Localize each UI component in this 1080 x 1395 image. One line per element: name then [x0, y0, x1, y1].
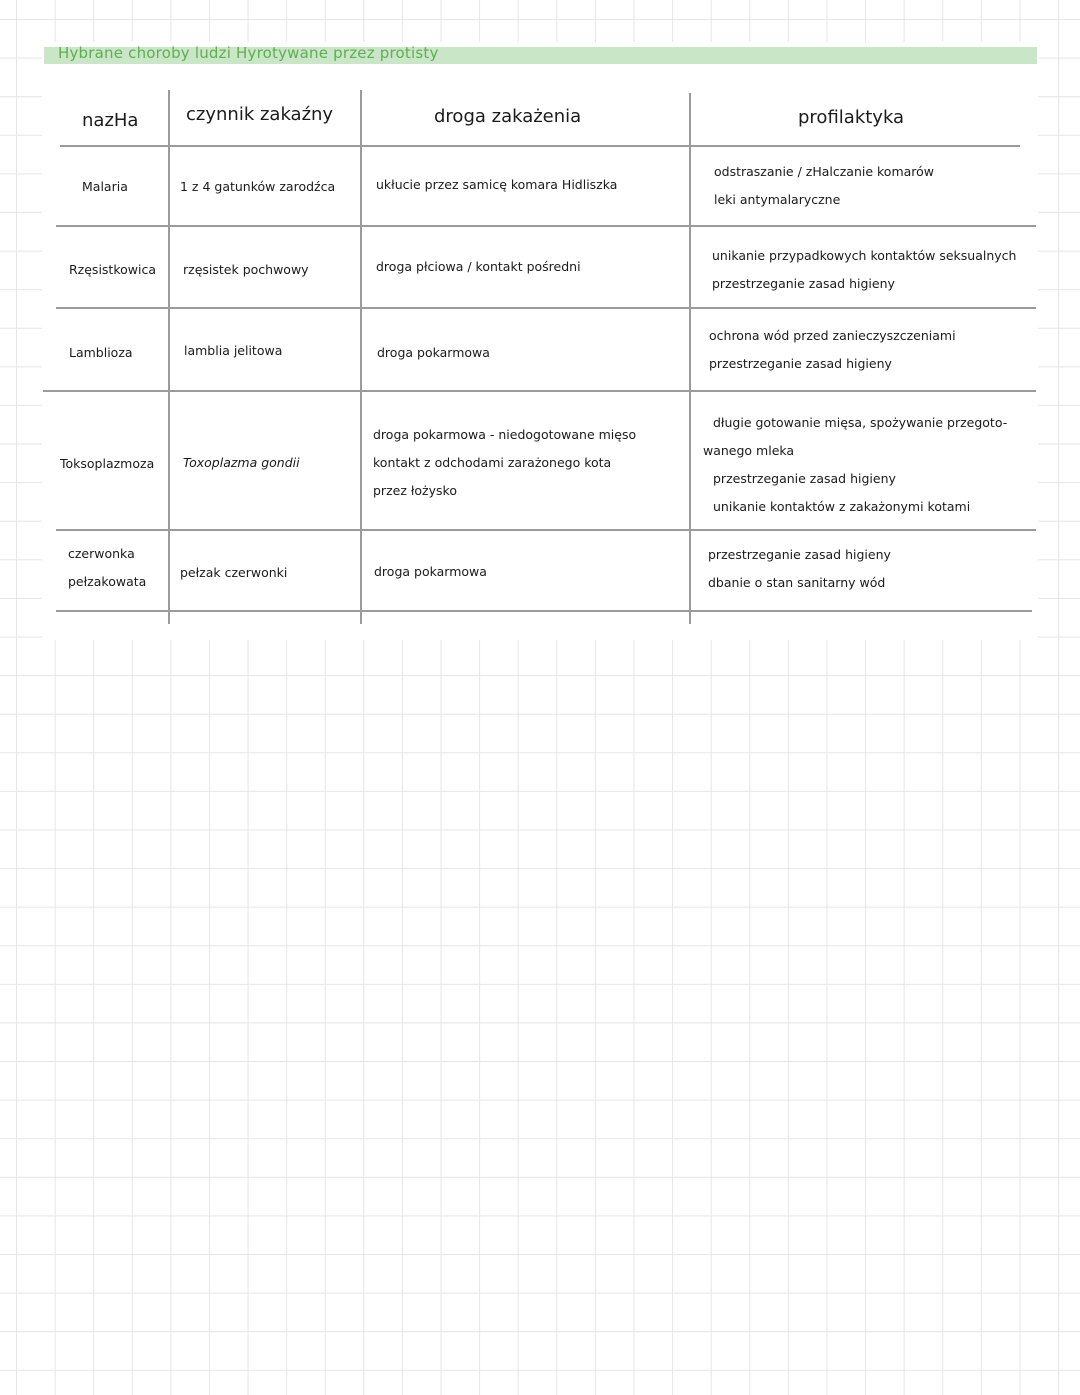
infection-route: ukłucie przez samicę komara Hidliszka [376, 177, 618, 192]
table-rule-row-4 [56, 529, 1036, 531]
disease-name: Malaria [82, 179, 128, 194]
infection-route: droga płciowa / kontakt pośredni [376, 259, 581, 274]
infection-route: droga pokarmowa [377, 345, 490, 360]
disease-name: Toksoplazmoza [60, 456, 155, 471]
infection-route: droga pokarmowa [374, 564, 487, 579]
disease-name: Lamblioza [69, 345, 133, 360]
infectious-agent: pełzak czerwonki [180, 565, 288, 580]
infectious-agent: Toxoplazma gondii [183, 455, 300, 470]
page-title: Hybrane choroby ludzi Hyrotywane przez protisty [58, 44, 439, 62]
header-name: nazHa [82, 110, 139, 131]
table-rule-bottom [56, 610, 1032, 612]
prevention-notes: ochrona wód przed zanieczyszczeniami przestrzeganie zasad higieny [709, 328, 956, 371]
disease-name: Rzęsistkowica [69, 262, 157, 277]
table-column-divider-2 [360, 90, 362, 624]
table-column-divider-1 [168, 90, 170, 624]
prevention-notes: unikanie przypadkowych kontaktów seksualnych przestrzeganie zasad higieny [712, 248, 1017, 291]
infectious-agent: rzęsistek pochwowy [183, 262, 309, 277]
prevention-notes: długie gotowanie mięsa, spożywanie przegoto- wanego mleka przestrzeganie zasad higieny unikanie kontaktów z zakażonymi kotami [703, 415, 1008, 514]
prevention-notes: odstraszanie / zHalczanie komarów leki antymalaryczne [714, 164, 935, 207]
table-rule-row-1 [56, 225, 1036, 227]
infectious-agent: lamblia jelitowa [184, 343, 283, 358]
header-route: droga zakażenia [434, 106, 582, 127]
infection-route: droga pokarmowa - niedogotowane mięso kontakt z odchodami zarażonego kota przez łożysko [373, 427, 637, 498]
table-rule-row-3 [43, 390, 1036, 392]
header-prevention: profilaktyka [798, 107, 905, 128]
header-agent: czynnik zakaźny [186, 104, 334, 125]
table-column-divider-3 [689, 93, 691, 624]
prevention-notes: przestrzeganie zasad higieny dbanie o stan sanitarny wód [708, 547, 891, 590]
disease-name: czerwonka pełzakowata [68, 546, 147, 589]
table-rule-header [60, 145, 1020, 147]
table-rule-row-2 [56, 307, 1036, 309]
infectious-agent: 1 z 4 gatunków zarodźca [180, 179, 336, 194]
